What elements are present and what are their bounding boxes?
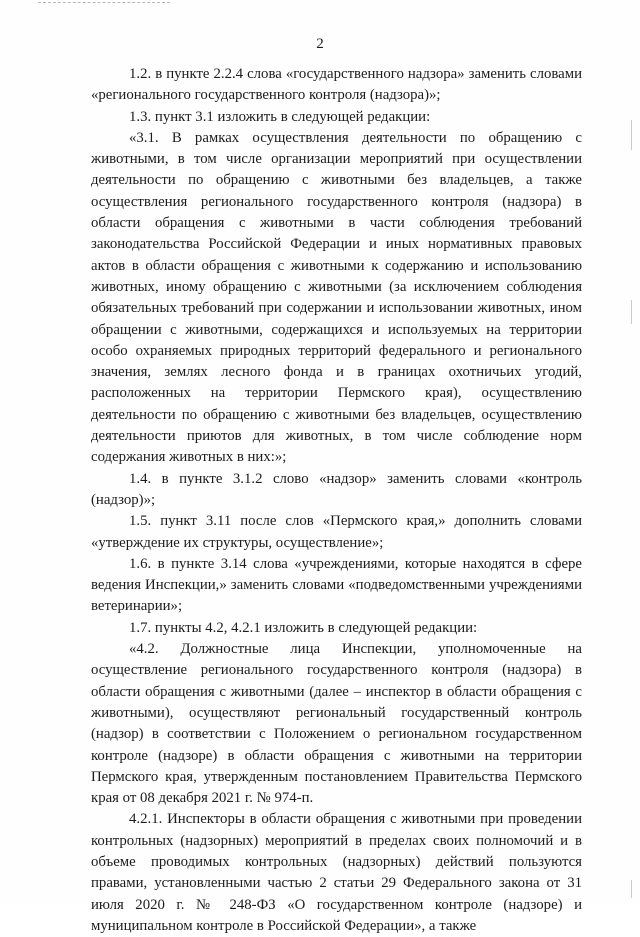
paragraph-1-3: 1.3. пункт 3.1 изложить в следующей редакции:: [129, 108, 431, 125]
scan-edge-mark: [631, 300, 632, 324]
paragraph-1-4: 1.4. в пункте 3.1.2 слово «надзор» заменить словами «контроль (надзор)»;: [91, 470, 582, 508]
paragraph-1-6: 1.6. в пункте 3.14 слова «учреждениями, которые находятся в сфере ведения Инспекции,» заменить словами «подведомственными учреждениями ветеринарии»;: [91, 555, 582, 615]
page-number: 2: [316, 36, 324, 52]
paragraph-1-5: 1.5. пункт 3.11 после слов «Пермского края,» дополнить словами «утверждение их структуры, осуществление»;: [91, 513, 582, 551]
paragraph-4-2-1-text: 4.2.1. Инспекторы в области обращения с животными при проведении контрольных (надзорных) мероприятий в пределах своих полномочий и в объеме проводимых контрольных (надзорных) действий пользуются правами, установленными частью 2 статьи 29 Федерального закона от 31 июля 2020 г. № 248-ФЗ «О государственном контроле (надзоре) и муниципальном контроле в Российской Федерации», а также: [91, 811, 582, 934]
paragraph-3-1-text: «3.1. В рамках осуществления деятельности по обращению с животными, в том числе организации мероприятий при осуществлении деятельности по обращению с животными без владельцев, а также осуществления регионального государственного контроля (надзора) в области обращения с животными в части соблюдения требований законодательства Российской Федерации и иных нормативных правовых актов в области обращения с животными к содержанию и использованию животных, иному обращению с животными (за исключением соблюдения обязательных требований при содержании и использовании животных, ином обращении с животными, содержащихся и используемых на территории особо охраняемых природных территорий федерального и регионального значения, землях лесного фонда и в границах охотничьих угодий, расположенных на территории Пермского края), осуществлению деятельности по обращению с животными без владельцев, осуществлению деятельности приютов для животных, в том числе соблюдение норм содержания животных в них:»;: [91, 129, 582, 466]
paragraph-4-2-text: «4.2. Должностные лица Инспекции, уполномоченные на осуществление регионального государственного контроля (надзора) в области обращения с животными (далее – инспектор в области обращения с животными), осуществляют региональный государственный контроль (надзор) в соответствии с Положением о региональном государственном контроле (надзоре) в области обращения с животными на территории Пермского края, утвержденным постановлением Правительства Пермского края от 08 декабря 2021 г. № 974-п.: [91, 641, 582, 807]
scan-edge-line: [38, 2, 170, 3]
document-body: [91, 64, 582, 937]
paragraph-1-7: 1.7. пункты 4.2, 4.2.1 изложить в следующей редакции:: [129, 619, 478, 636]
scan-edge-mark: [631, 120, 632, 150]
paragraph-1-2: 1.2. в пункте 2.2.4 слова «государственного надзора» заменить словами «регионального государственного контроля (надзора)»;: [91, 66, 582, 104]
scan-edge-mark: [631, 880, 632, 898]
